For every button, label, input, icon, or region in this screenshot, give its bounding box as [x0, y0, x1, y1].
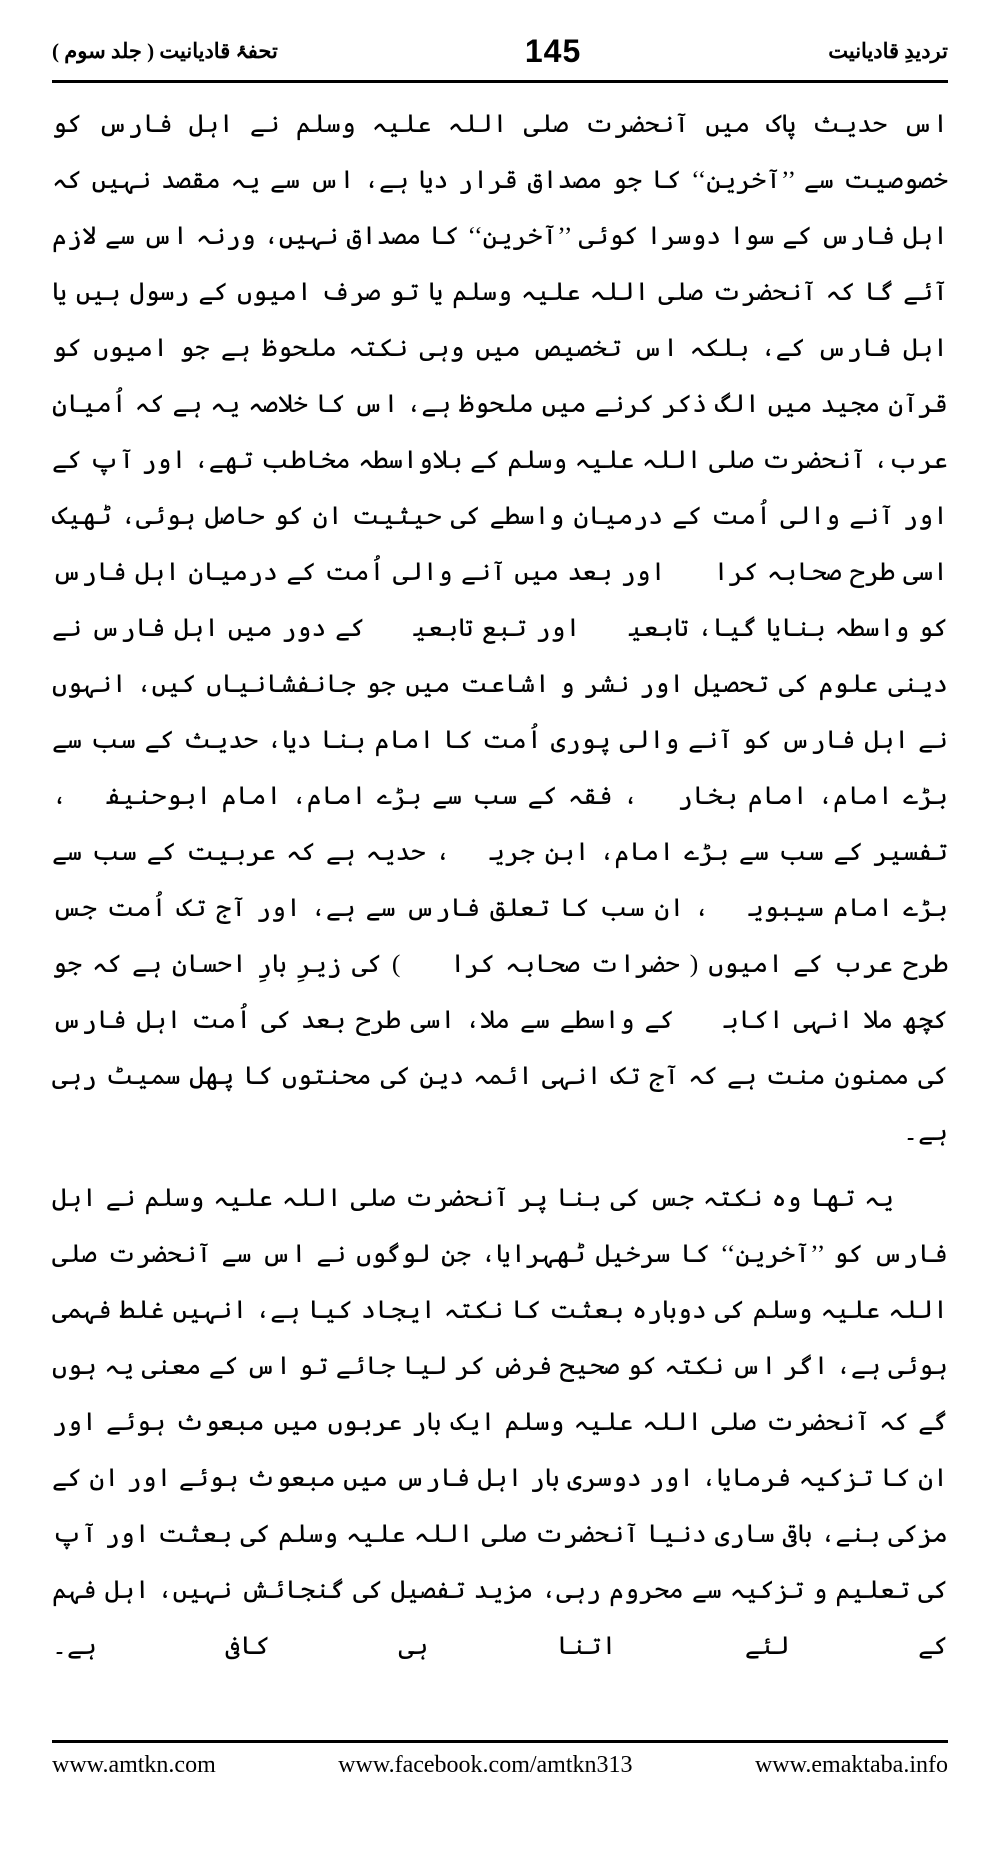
footer-link-website[interactable]: www.amtkn.com [52, 1752, 216, 1778]
page-footer [52, 1752, 948, 1779]
page-body [52, 96, 948, 1686]
header-book-title: تحفۂ قادیانیت ( جلد سوم ) [52, 38, 278, 63]
page-number: 145 [524, 32, 582, 69]
header-section-title: تردیدِ قادیانیت [828, 38, 948, 63]
footer-link-facebook[interactable]: www.facebook.com/amtkn313 [338, 1752, 633, 1778]
body-paragraph-2: یہ تھا وہ نکتہ جس کی بنا پر آنحضرت صلی اللہ علیہ وسلم نے اہل فارس کو ’’آخرین‘‘ کا سرخیل ٹھہرایا، جن لوگوں نے اس سے آنحضرت صلی اللہ علیہ وسلم کی دوبارہ بعثت کا نکتہ ایجاد کیا ہے، انہیں غلط فہمی ہوئی ہے، اگر اس نکتہ کو صحیح فرض کر لیا جائے تو اس کے معنی یہ ہوں گے کہ آنحضرت صلی اللہ علیہ وسلم ایک بار عربوں میں مبعوث ہوئے اور ان کا تزکیہ فرمایا، اور دوسری بار اہل فارس میں مبعوث ہوئے اور ان کے مزکی بنے، باقی ساری دنیا آنحضرت صلی اللہ علیہ وسلم کی بعثت اور آپ کی تعلیم و تزکیہ سے محروم رہی، مزید تفصیل کی گنجائش نہیں، اہل فہم کے لئے اتنا ہی کافی ہے۔ [52, 1183, 949, 1660]
footer-link-emaktaba[interactable]: www.emaktaba.info [754, 1752, 948, 1778]
body-paragraph-1: اس حدیث پاک میں آنحضرت صلی اللہ علیہ وسلم نے اہل فارس کو خصوصیت سے ’’آخرین‘‘ کا جو مصداق قرار دیا ہے، اس سے یہ مقصد نہیں کہ اہل فارس کے سوا دوسرا کوئی ’’آخرین‘‘ کا مصداق نہیں، ورنہ اس سے لازم آئے گا کہ آنحضرت صلی اللہ علیہ وسلم یا تو صرف امیوں کے رسول ہیں یا اہل فارس کے، بلکہ اس تخصیص میں وہی نکتہ ملحوظ ہے جو امیوں کو قرآن مجید میں الگ ذکر کرنے میں ملحوظ ہے، اس کا خلاصہ یہ ہے کہ اُمیانِ عرب، آنحضرت صلی اللہ علیہ وسلم کے بلاواسطہ مخاطب تھے، اور آپ کے اور آنے والی اُمت کے درمیان واسطے کی حیثیت ان کو حاصل ہوئی، ٹھیک اسی طرح صحابہ کرامؓ اور بعد میں آنے والی اُمت کے درمیان اہل فارس کو واسطہ بنایا گیا، تابعینؒ اور تبع تابعینؒ کے دور میں اہل فارس نے دینی علوم کی تحصیل اور نشر و اشاعت میں جو جانفشانیاں کیں، انہوں نے اہل فارس کو آنے والی پوری اُمت کا امام بنا دیا، حدیث کے سب سے بڑے امام، امام بخاریؒ، فقہ کے سب سے بڑے امام، امام ابوحنیفہؒ، تفسیر کے سب سے بڑے امام، ابن جریرؒ، حدیہ ہے کہ عربیت کے سب سے بڑے امام سیبویہؒ، ان سب کا تعلق فارس سے ہے، اور آج تک اُمت جس طرح عرب کے امیوں ( حضرات صحابہ کرامؓ ) کی زیرِ بارِ احسان ہے کہ جو کچھ ملا انہی اکابرؓ کے واسطے سے ملا، اسی طرح بعد کی اُمت اہل فارس کی ممنون منت ہے کہ آج تک انہی ائمہ دین کی محنتوں کا پھل سمیٹ رہی ہے۔ [52, 109, 949, 1146]
page-header [52, 28, 948, 74]
footer-divider [52, 1740, 948, 1743]
header-divider [52, 80, 948, 83]
